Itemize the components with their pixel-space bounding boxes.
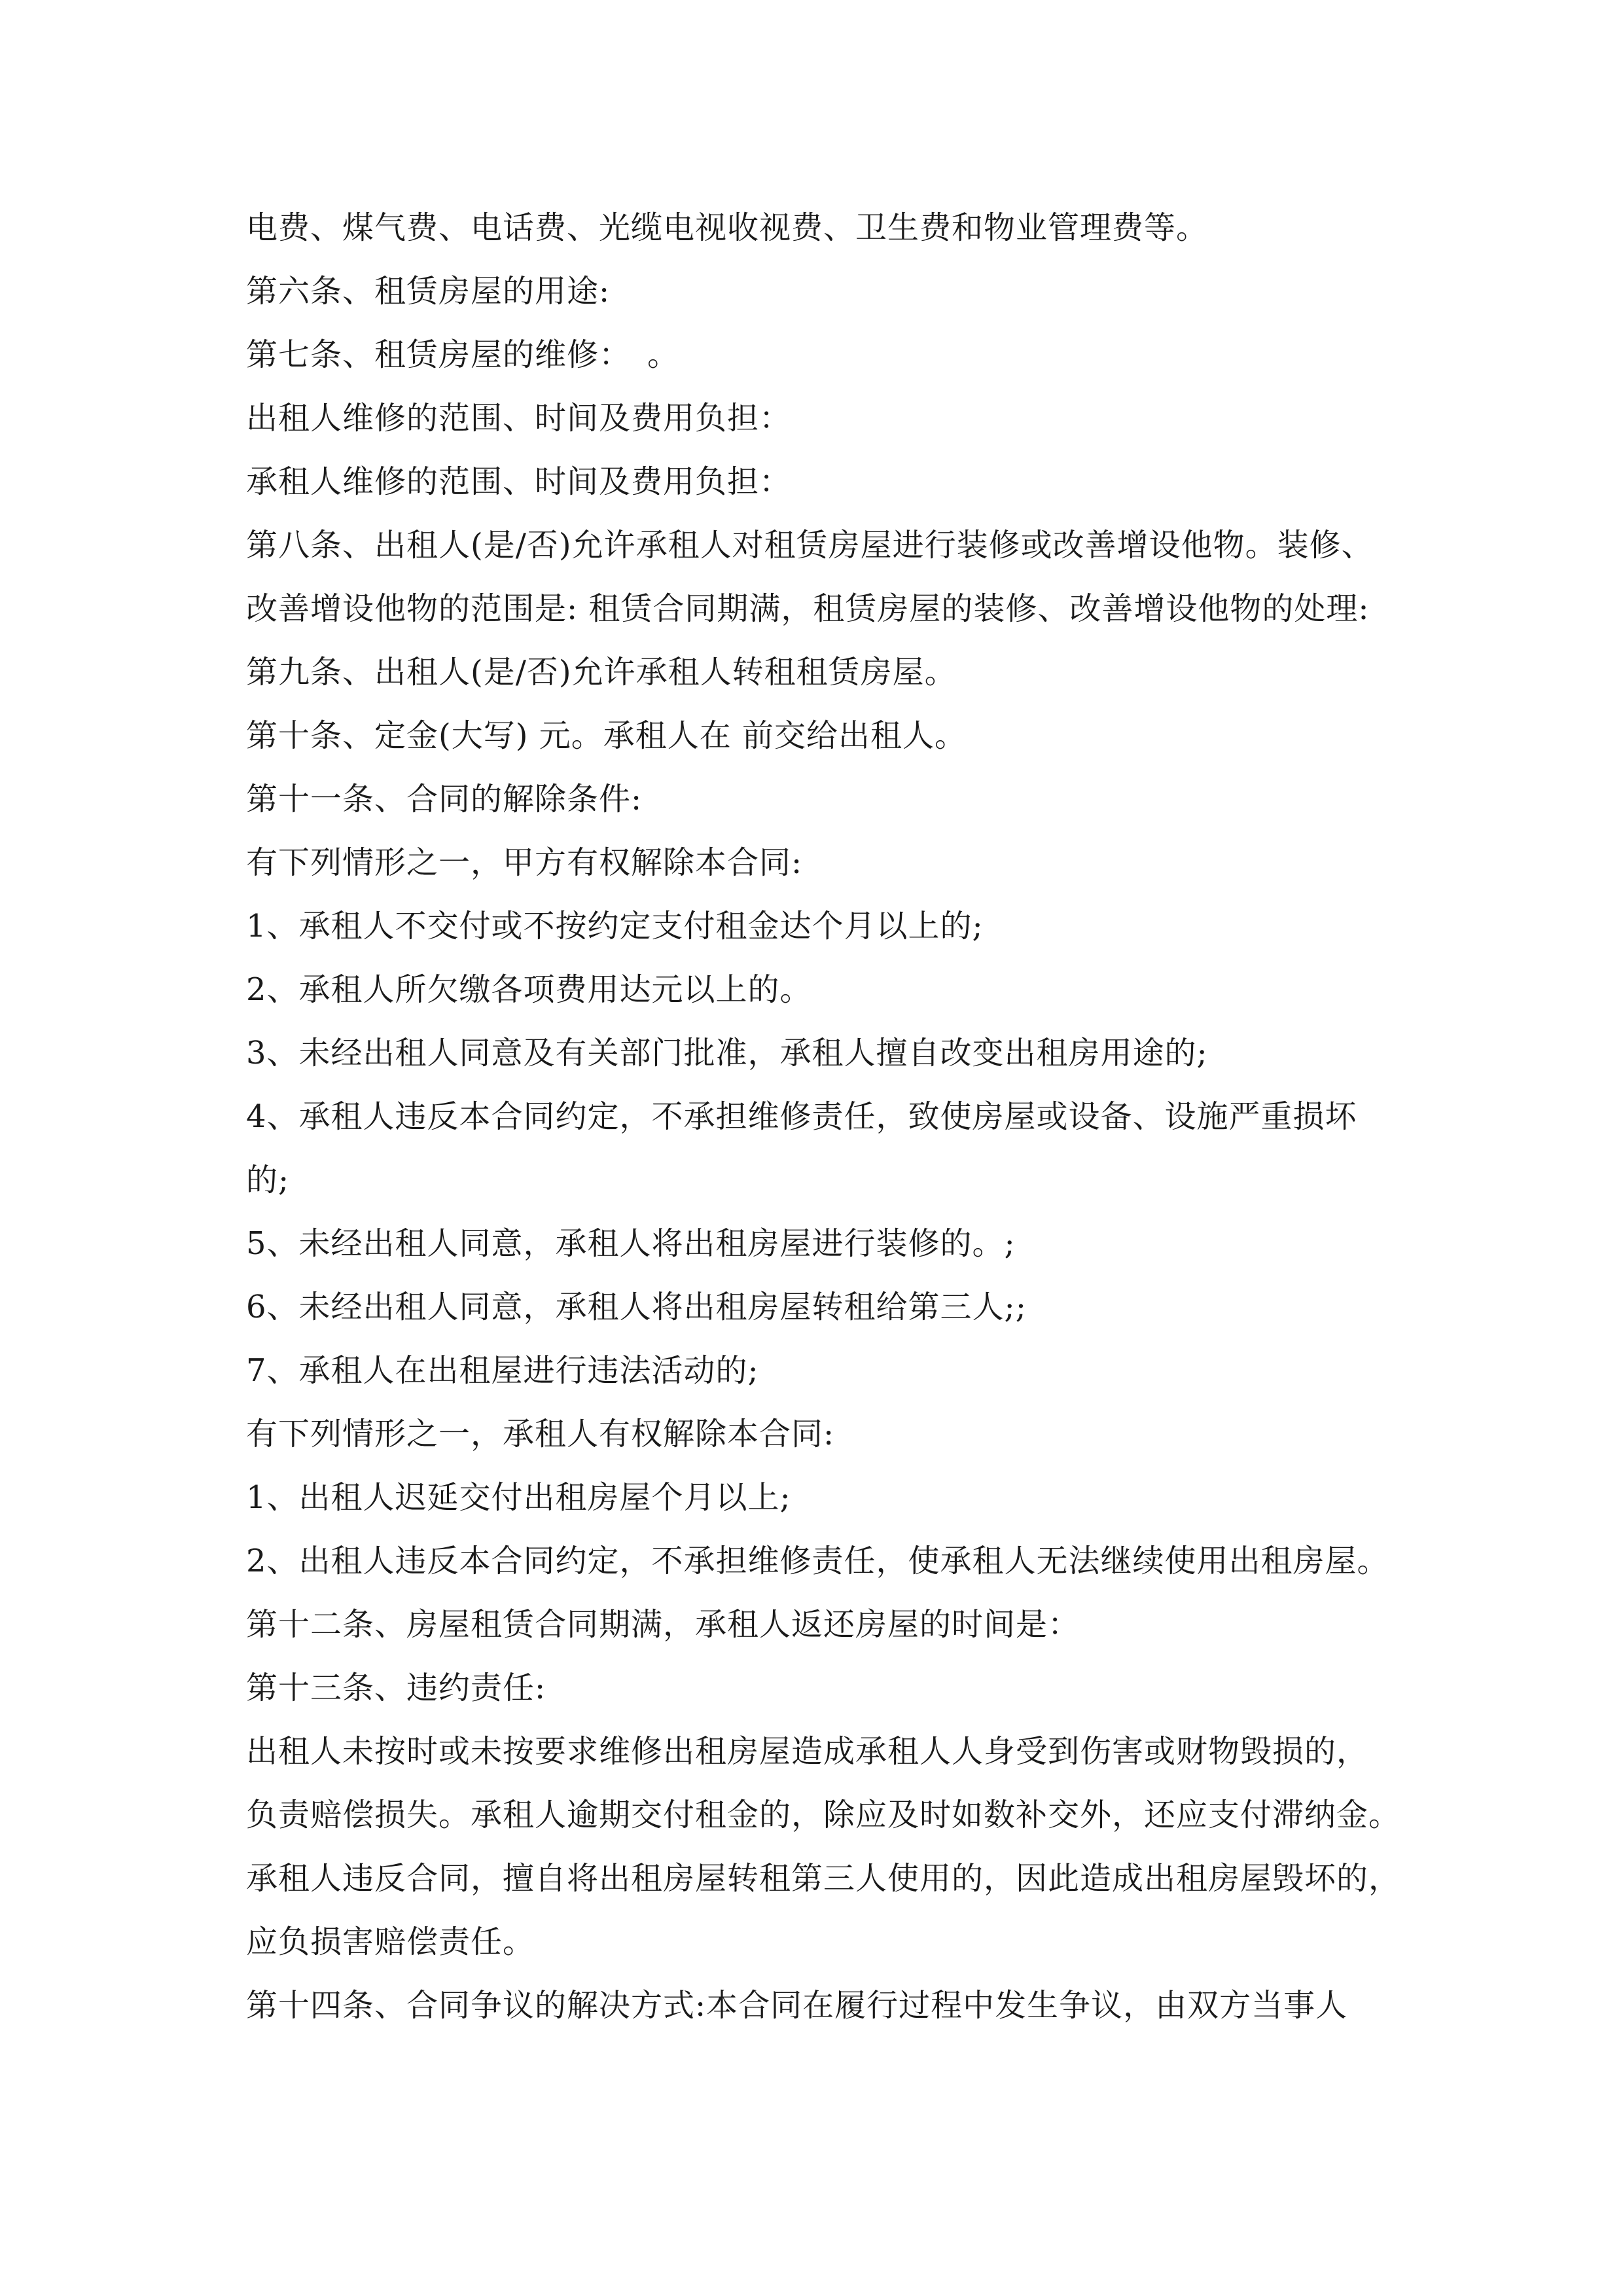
text-line: 有下列情形之一，甲方有权解除本合同: <box>246 844 803 881</box>
text-line: 出租人维修的范围、时间及费用负担： <box>246 400 792 437</box>
text-line: 出租人未按时或未按要求维修出租房屋造成承租人人身受到伤害或财物毁损的， <box>246 1733 1369 1770</box>
text-line: 2、承租人所欠缴各项费用达元以上的。 <box>246 971 812 1008</box>
text-line: 2、出租人违反本合同约定，不承担维修责任，使承租人无法继续使用出租房屋。 <box>246 1543 1389 1579</box>
text-line: 有下列情形之一，承租人有权解除本合同: <box>246 1416 835 1452</box>
text-line: 第十二条、房屋租赁合同期满，承租人返还房屋的时间是： <box>246 1606 1080 1643</box>
text-line: 第七条、租赁房屋的维修： 。 <box>246 336 680 373</box>
text-line: 负责赔偿损失。承租人逾期交付租金的，除应及时如数补交外，还应支付滞纳金。 <box>246 1797 1401 1833</box>
text-line: 第十一条、合同的解除条件: <box>246 781 643 817</box>
text-line: 应负损害赔偿责任。 <box>246 1924 535 1960</box>
text-line: 7、承租人在出租屋进行违法活动的; <box>246 1352 759 1389</box>
text-line: 改善增设他物的范围是: 租赁合同期满，租赁房屋的装修、改善增设他物的处理: <box>246 590 1370 627</box>
document-body <box>246 196 1401 2037</box>
text-line: 第十四条、合同争议的解决方式:本合同在履行过程中发生争议，由双方当事人 <box>246 1987 1348 2024</box>
text-line: 6、未经出租人同意，承租人将出租房屋转租给第三人;; <box>246 1289 1027 1325</box>
text-line: 第十三条、违约责任: <box>246 1670 546 1706</box>
text-line: 第八条、出租人(是/否)允许承租人对租赁房屋进行装修或改善增设他物。装修、 <box>246 527 1374 564</box>
text-line: 3、未经出租人同意及有关部门批准，承租人擅自改变出租房用途的; <box>246 1035 1208 1071</box>
text-line: 5、未经出租人同意，承租人将出租房屋进行装修的。; <box>246 1225 1016 1262</box>
text-line: 承租人违反合同，擅自将出租房屋转租第三人使用的，因此造成出租房屋毁坏的， <box>246 1860 1401 1897</box>
text-line: 的; <box>246 1162 290 1198</box>
text-line: 1、承租人不交付或不按约定支付租金达个月以上的; <box>246 908 984 944</box>
text-line: 1、出租人迟延交付出租房屋个月以上; <box>246 1479 791 1516</box>
text-line: 4、承租人违反本合同约定，不承担维修责任，致使房屋或设备、设施严重损坏 <box>246 1098 1357 1135</box>
text-line: 承租人维修的范围、时间及费用负担： <box>246 463 792 500</box>
text-line: 第六条、租赁房屋的用途: <box>246 273 611 310</box>
text-line: 第十条、定金(大写) 元。承租人在 前交给出租人。 <box>246 717 967 754</box>
text-line: 第九条、出租人(是/否)允许承租人转租租赁房屋。 <box>246 654 957 691</box>
text-line: 电费、煤气费、电话费、光缆电视收视费、卫生费和物业管理费等。 <box>246 209 1209 246</box>
